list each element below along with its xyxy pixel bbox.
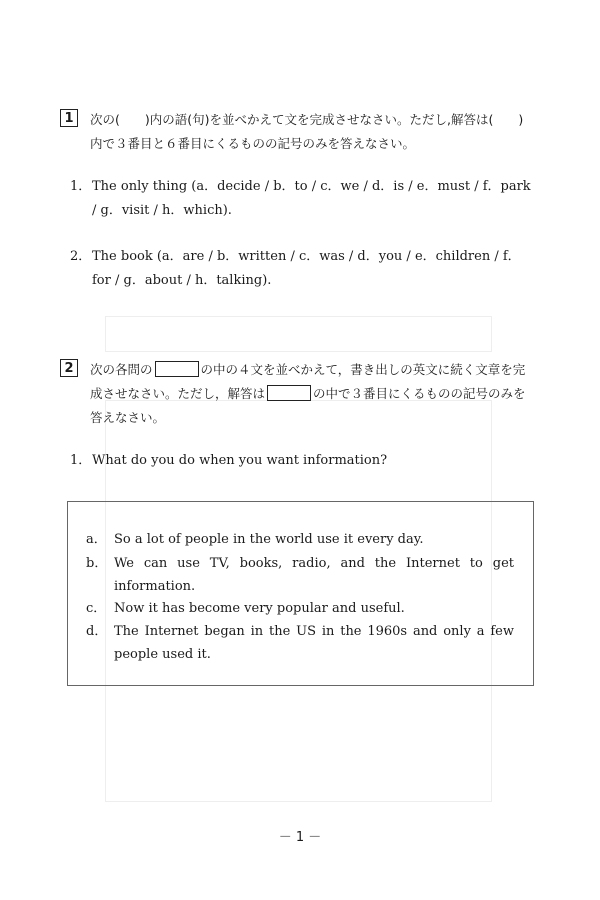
choice-c: [86, 597, 514, 620]
blank-box: [155, 361, 199, 377]
choice-label: d．: [86, 624, 108, 639]
question-number-box: 2: [60, 359, 78, 377]
choice-label: a．: [86, 532, 107, 547]
question-1-item-2: [70, 245, 532, 293]
question-1-header: [60, 108, 535, 156]
question-2-item-1: [70, 449, 532, 473]
blank-box: [267, 385, 311, 401]
item-number: 2．: [70, 249, 92, 264]
choice-label: c．: [86, 601, 107, 616]
item-text: The book (a．are / b．written / c．was / d．you / e．children / f．for / g．about / h．talking).: [92, 249, 521, 288]
item-text: The only thing (a．decide / b．to / c．we / d．is / e．must / f．park / g．visit / h．which).: [92, 179, 531, 218]
question-1-item-1: [70, 175, 532, 223]
instruction-text: の中の４文を並べかえて，書き出しの英文に続く文章を完成させなさい。ただし，解答は: [90, 362, 526, 401]
choice-d: [86, 620, 514, 666]
question-1-instruction: 次の( )内の語(句)を並べかえて文を完成させなさい。ただし,解答は( )内で３番目と６番目にくるものの記号のみを答えなさい。: [90, 112, 524, 151]
sentence-choices-box: [67, 501, 534, 686]
item-text: What do you do when you want information?: [92, 453, 388, 468]
question-2-header: [60, 358, 535, 430]
item-number: 1．: [70, 179, 92, 194]
instruction-text: 次の各問の: [90, 362, 153, 377]
choice-text: The Internet began in the US in the 1960s and only a few people used it.: [114, 624, 514, 662]
question-number-box: 1: [60, 109, 78, 127]
choice-a: [86, 528, 514, 551]
bleed-through-frame: [105, 316, 492, 352]
choice-label: b．: [86, 556, 108, 571]
page-number: － 1 －: [278, 830, 322, 845]
choice-text: We can use TV, books, radio, and the Internet to get information.: [114, 556, 514, 594]
choice-text: Now it has become very popular and useful.: [114, 601, 405, 616]
choice-b: [86, 552, 514, 598]
question-2-instruction: [90, 358, 535, 430]
item-number: 1．: [70, 453, 92, 468]
choice-text: So a lot of people in the world use it every day.: [114, 532, 424, 547]
instruction-text: の中で３番目にくるものの記号のみを答えなさい。: [90, 386, 526, 425]
